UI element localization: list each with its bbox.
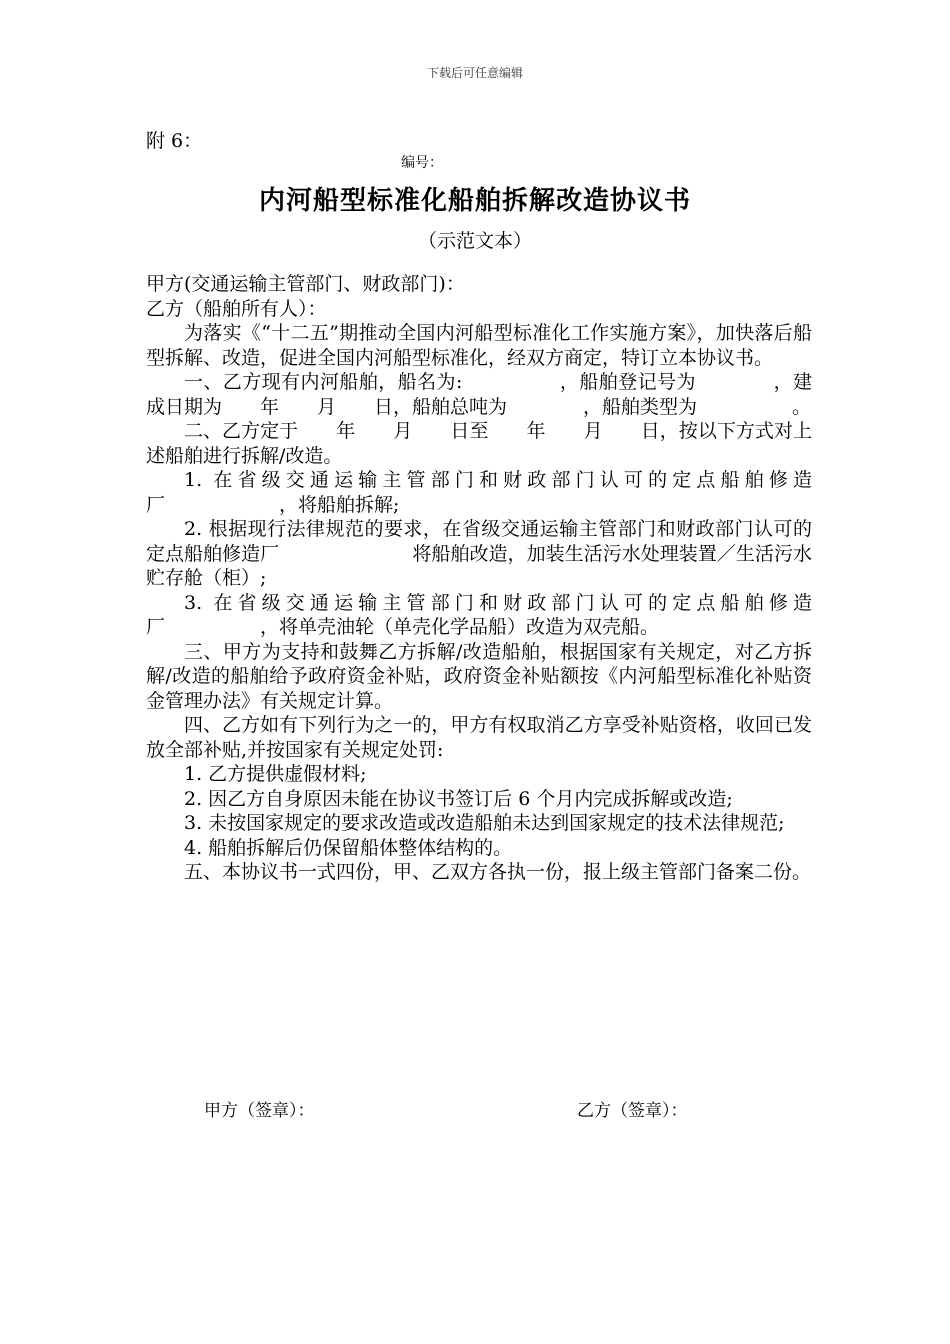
clause-4-item-3: 3. 未按国家规定的要求改造或改造船舶未达到国家规定的技术法律规范; (184, 812, 785, 834)
agreement-body (146, 272, 812, 885)
preamble-paragraph: 为落实《“十二五”期推动全国内河船型标准化工作实施方案》，加快落后船型拆解、改造，促进全国内河船型标准化，经双方商定，特订立本协议书。 (146, 322, 812, 369)
clause-2-item-1: 1. 在省级交通运输主管部门和财政部门认可的定点船舶修造厂 ，将船舶拆解; (146, 469, 812, 516)
clause-2-item-2: 2. 根据现行法律规范的要求，在省级交通运输主管部门和财政部门认可的定点船舶修造厂 将船舶改造，加装生活污水处理装置／生活污水贮存舱（柜）; (146, 518, 812, 589)
clause-4-item-4: 4. 船舶拆解后仍保留船体整体结构的。 (184, 836, 513, 859)
party-a-signature-label: 甲方（签章）： (204, 1101, 315, 1121)
clause-2-paragraph: 二、乙方定于 年 月 日至 年 月 日，按以下方式对上述船舶进行拆解/改造。 (146, 420, 812, 467)
document-title: 内河船型标准化船舶拆解改造协议书 (258, 186, 691, 216)
clause-5-paragraph: 五、本协议书一式四份，甲、乙双方各执一份，报上级主管部门备案二份。 (184, 861, 812, 883)
serial-number-label: 编号： (401, 155, 443, 171)
party-b-signature-label: 乙方（签章）： (577, 1101, 688, 1121)
party-b-line: 乙方（船舶所有人）： (146, 297, 327, 320)
document-subtitle: （示范文本） (417, 230, 532, 252)
clause-3-paragraph: 三、甲方为支持和鼓舞乙方拆解/改造船舶，根据国家有关规定，对乙方拆解/改造的船舶给予政府资金补贴，政府资金补贴额按《内河船型标准化补贴资金管理办法》有关规定计算。 (146, 640, 812, 712)
clause-4-item-1: 1. 乙方提供虚假材料; (184, 763, 367, 785)
annex-label: 附 6： (146, 130, 203, 152)
clause-2-item-3: 3. 在省级交通运输主管部门和财政部门认可的定点船舶修造厂 ，将单壳油轮（单壳化学品船）改造为双壳船。 (146, 591, 812, 638)
page-header-note: 下载后可任意编辑 (426, 66, 523, 80)
clause-4-item-2: 2. 因乙方自身原因未能在协议书签订后 6 个月内完成拆解或改造; (184, 787, 733, 810)
party-a-line: 甲方(交通运输主管部门、财政部门)： (146, 273, 465, 295)
clause-1-paragraph: 一、乙方现有内河船舶，船名为: ，船舶登记号为 ，建成日期为 年 月 日，船舶总吨为 ，船舶类型为 。 (146, 371, 812, 418)
clause-4-paragraph: 四、乙方如有下列行为之一的，甲方有权取消乙方享受补贴资格，收回已发放全部补贴,并按国家有关规定处罚: (146, 714, 812, 761)
